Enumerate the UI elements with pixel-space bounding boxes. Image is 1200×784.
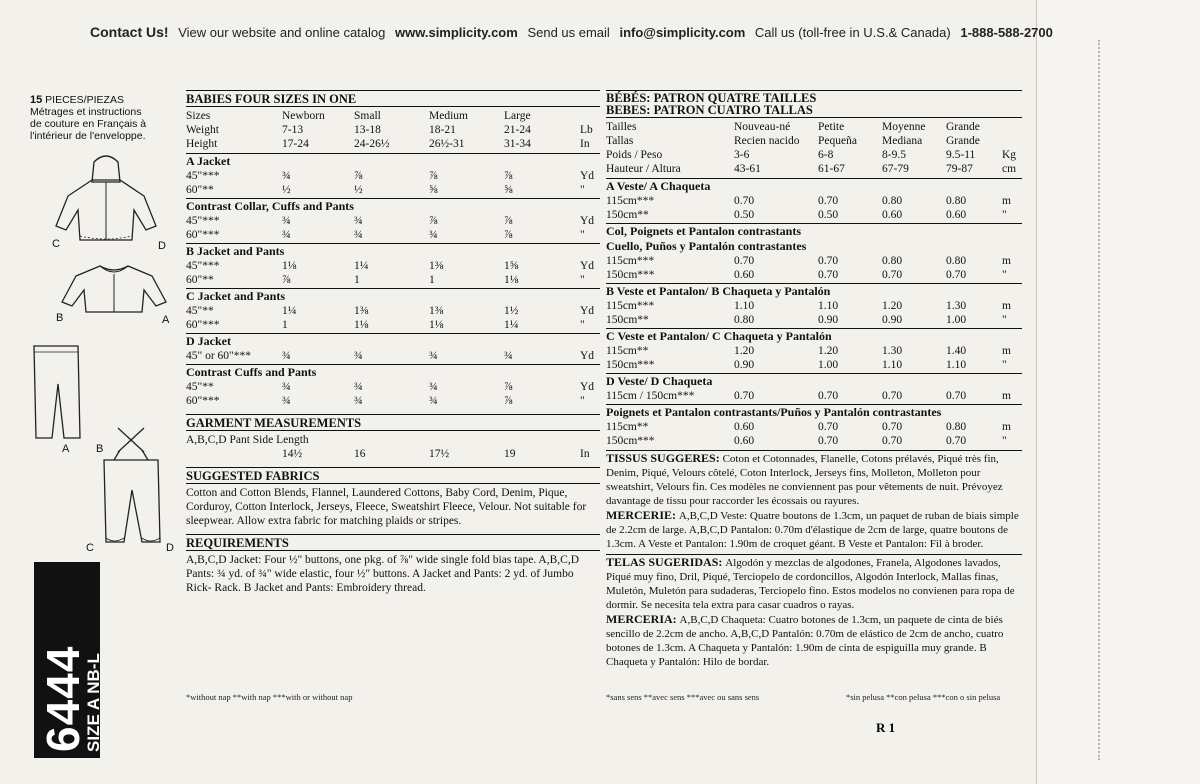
yardage-unit: m: [1002, 300, 1011, 312]
yardage-width-label: 115cm***: [606, 255, 655, 267]
yardage-value: 0.80: [734, 314, 755, 326]
en-garment-title: GARMENT MEASUREMENTS: [186, 414, 600, 431]
yardage-row: [186, 318, 600, 332]
yardage-value: ⅞: [504, 381, 513, 393]
fr-size-col: Nouveau-né: [734, 121, 791, 133]
yardage-row: [186, 394, 600, 408]
en-weight-unit: Lb: [580, 124, 593, 136]
yardage-row: [186, 349, 600, 363]
yardage-section-title: Contrast Collar, Cuffs and Pants: [186, 199, 354, 213]
yardage-section-title: Col, Poignets et Pantalon contrastants: [606, 224, 801, 238]
en-weight-val: 7-13: [282, 124, 304, 136]
en-height-row: [186, 137, 600, 151]
yardage-unit: m: [1002, 345, 1011, 357]
yardage-value: 0.70: [818, 435, 839, 447]
es-telas-title: TELAS SUGERIDAS:: [606, 555, 723, 569]
yardage-section-title-alt: Cuello, Puños y Pantalón contrastantes: [606, 239, 807, 253]
yardage-value: 0.70: [818, 421, 839, 433]
yardage-width-label: 150cm***: [606, 359, 655, 371]
pieces-line-1: Métrages et instructions: [30, 106, 142, 118]
yardage-value: 0.60: [734, 435, 755, 447]
yardage-row: [606, 299, 1022, 313]
yardage-value: ½: [354, 184, 363, 196]
en-height-val: 24-26½: [354, 138, 390, 150]
yardage-width-label: 60"**: [186, 274, 214, 286]
yardage-value: 1⅝: [504, 260, 519, 272]
yardage-row: [606, 194, 1022, 208]
contact-heading: Contact Us!: [90, 24, 169, 40]
en-height-val: 31-34: [504, 138, 531, 150]
yardage-value: ¾: [504, 350, 513, 362]
yardage-section-title: Poignets et Pantalon contrastants/Puños y Pantalón contrastantes: [606, 405, 942, 419]
en-size-col: Newborn: [282, 110, 325, 122]
fr-size-col: Pequeña: [818, 135, 857, 147]
yardage-width-label: 150cm***: [606, 435, 655, 447]
yardage-value: 0.70: [946, 390, 967, 402]
yardage-section-title: B Veste et Pantalon/ B Chaqueta y Pantalón: [606, 284, 831, 298]
yardage-width-label: 45"***: [186, 260, 220, 272]
yardage-section-title: C Jacket and Pants: [186, 289, 286, 303]
en-weight-val: 21-24: [504, 124, 531, 136]
en-height-label: Height: [186, 138, 218, 150]
fr-tissus-text: Coton et Cotonnades, Flanelle, Cotons prélavés, Piqué très fin, Denim, Piqué, Velours côtelé, Coton Interlock, Jerseys fins, Molleton, Molleton pour sweatshirt, Velours fin. Ces modèles ne conviennent pas pour vêtements de nuit. Prévoyez davantage de tissu pour raccorder les écossais ou rayures.: [606, 453, 1003, 507]
yardage-value: 1: [354, 274, 360, 286]
en-garment-label-text: A,B,C,D Pant Side Length: [186, 434, 309, 446]
drawing-label-b2: B: [96, 443, 104, 455]
yardage-value: 0.70: [882, 390, 903, 402]
fr-hauteur-val: 43-61: [734, 163, 761, 175]
en-height-unit: In: [580, 138, 590, 150]
yardage-row: [186, 169, 600, 183]
yardage-unit: ": [1002, 269, 1007, 281]
flap-perforation: [1098, 40, 1100, 760]
yardage-value: ½: [282, 184, 291, 196]
yardage-row: [606, 268, 1022, 282]
yardage-width-label: 150cm**: [606, 209, 649, 221]
yardage-row: [606, 420, 1022, 434]
yardage-row: [606, 208, 1022, 222]
yardage-value: 0.90: [734, 359, 755, 371]
yardage-unit: Yd: [580, 305, 595, 317]
yardage-value: 1.00: [818, 359, 839, 371]
fr-poids-val: 3-6: [734, 149, 750, 161]
yardage-value: 0.70: [946, 269, 967, 281]
yardage-section-title: C Veste et Pantalon/ C Chaqueta y Pantalón: [606, 329, 832, 343]
yardage-row: [186, 228, 600, 242]
pattern-size: SIZE A NB-L: [84, 653, 103, 752]
en-weight-row: [186, 123, 600, 137]
fr-size-col: Mediana: [882, 135, 923, 147]
yardage-row: [186, 380, 600, 394]
yardage-value: ¾: [282, 229, 291, 241]
fr-mercerie-title: MERCERIE:: [606, 508, 677, 522]
yardage-unit: ": [580, 319, 585, 331]
yardage-unit: m: [1002, 421, 1011, 433]
en-garment-val: 16: [354, 448, 366, 460]
yardage-value: 1¼: [504, 319, 519, 331]
fr-tailles-label: Tailles: [606, 121, 637, 133]
en-req-text: A,B,C,D Jacket: Four ½" buttons, one pkg. of ⅞" wide single fold bias tape. A,B,C,D Pants: ¾ yd. of ¾" wide elastic, four ½" buttons. A Jacket and Pants: 2 yd. of Jumbo Rick- Rack. B Jacket and Pants: Embroidery thread.: [186, 554, 580, 594]
yardage-unit: m: [1002, 255, 1011, 267]
fr-tissus-title: TISSUS SUGGERES:: [606, 451, 720, 465]
yardage-row: [186, 214, 600, 228]
yardage-value: 1.10: [882, 359, 903, 371]
en-garment-val: 14½: [282, 448, 303, 460]
drawing-label-a1: A: [162, 314, 170, 326]
es-merceria-title: MERCERIA:: [606, 612, 677, 626]
yardage-value: 0.70: [882, 269, 903, 281]
yardage-unit: Yd: [580, 350, 595, 362]
yardage-value: ⅞: [504, 215, 513, 227]
drawing-label-b1: B: [56, 312, 64, 324]
yardage-value: 1: [429, 274, 435, 286]
yardage-value: 1: [282, 319, 288, 331]
en-fabrics-text: Cotton and Cotton Blends, Flannel, Laundered Cottons, Baby Cord, Denim, Pique, Corduroy, Cotton Interlock, Jerseys, Fleece, Sweatshirt Fleece, Velour. Not suitable for sleepwear. Allow extra fabric for matching plaids or stripes.: [186, 487, 587, 527]
jacket-c-d-drawing: [44, 152, 168, 252]
es-telas: [606, 555, 1022, 612]
fr-hauteur-label: Hauteur / Altura: [606, 163, 681, 175]
phone-number: 1-888-588-2700: [960, 25, 1053, 40]
fr-hauteur-val: 61-67: [818, 163, 845, 175]
yardage-unit: Yd: [580, 170, 595, 182]
en-garment-val: 19: [504, 448, 516, 460]
yardage-row: [606, 344, 1022, 358]
yardage-value: 0.80: [946, 421, 967, 433]
yardage-value: 1.10: [818, 300, 839, 312]
yardage-width-label: 60"***: [186, 229, 220, 241]
yardage-row: [606, 389, 1022, 403]
en-size-col: Large: [504, 110, 531, 122]
yardage-value: 1.10: [946, 359, 967, 371]
yardage-value: 1.20: [734, 345, 755, 357]
yardage-unit: ": [1002, 314, 1007, 326]
es-merceria: [606, 612, 1022, 669]
yardage-unit: ": [580, 395, 585, 407]
yardage-width-label: 150cm***: [606, 269, 655, 281]
yardage-value: ¾: [429, 395, 438, 407]
yardage-value: 1¼: [282, 305, 297, 317]
yardage-value: 0.50: [818, 209, 839, 221]
fr-size-col: Grande: [946, 135, 980, 147]
yardage-row: [606, 358, 1022, 372]
yardage-width-label: 115cm**: [606, 345, 649, 357]
yardage-value: 0.70: [946, 435, 967, 447]
yardage-unit: ": [580, 184, 585, 196]
en-sizes-row: [186, 109, 600, 123]
yardage-value: ⅞: [504, 229, 513, 241]
yardage-value: ⅞: [504, 170, 513, 182]
yardage-value: 1½: [504, 305, 519, 317]
fr-hauteur-val: 79-87: [946, 163, 973, 175]
yardage-row: [606, 313, 1022, 327]
yardage-width-label: 60"**: [186, 184, 214, 196]
yardage-value: 0.70: [734, 255, 755, 267]
yardage-value: ¾: [354, 215, 363, 227]
drawing-label-d2: D: [166, 542, 174, 554]
yardage-value: 1.40: [946, 345, 967, 357]
fr-size-col: Moyenne: [882, 121, 926, 133]
pants-a-drawing: [28, 340, 88, 444]
fr-title-1: BÉBÉS: PATRON QUATRE TAILLES: [606, 91, 817, 105]
fr-poids-val: 6-8: [818, 149, 834, 161]
yardage-value: 1.20: [882, 300, 903, 312]
yardage-value: 1⅜: [429, 305, 444, 317]
yardage-value: ⅞: [429, 170, 438, 182]
fr-tallas-row: [606, 134, 1022, 148]
yardage-unit: ": [580, 229, 585, 241]
yardage-value: ⅞: [504, 395, 513, 407]
fr-poids-val: 9.5-11: [946, 149, 976, 161]
pattern-number-block: [34, 562, 103, 758]
yardage-value: 1¼: [354, 260, 369, 272]
fr-poids-label: Poids / Peso: [606, 149, 663, 161]
yardage-width-label: 45"**: [186, 305, 214, 317]
yardage-unit: ": [1002, 359, 1007, 371]
fr-mercerie-text: A,B,C,D Veste: Quatre boutons de 1.3cm, un paquet de ruban de biais simple de 2.2cm de large. A,B,C,D Pantalon: 0.70m d'élastique de 2cm de large, quatre boutons de 1.3cm. A Veste et Pantalon: 1.90m de croquet géant. B Veste et Pantalon: Fil à broder.: [606, 510, 1019, 550]
yardage-value: 1.20: [818, 345, 839, 357]
yardage-value: ¾: [429, 350, 438, 362]
yardage-value: 0.70: [818, 390, 839, 402]
fr-hauteur-val: 67-79: [882, 163, 909, 175]
yardage-value: ¾: [282, 350, 291, 362]
yardage-row: [186, 259, 600, 273]
yardage-section-title: D Veste/ D Chaqueta: [606, 374, 713, 388]
en-weight-val: 18-21: [429, 124, 456, 136]
yardage-value: ¾: [429, 229, 438, 241]
en-footnote: *without nap **with nap ***with or without nap: [186, 692, 353, 702]
yardage-width-label: 150cm**: [606, 314, 649, 326]
fr-size-col: Grande: [946, 121, 980, 133]
yardage-unit: m: [1002, 390, 1011, 402]
yardage-width-label: 45"**: [186, 381, 214, 393]
yardage-value: ⅝: [504, 184, 513, 196]
drawing-label-c1: C: [52, 238, 60, 250]
yardage-value: 1⅛: [429, 319, 444, 331]
es-telas-text: Algodón y mezclas de algodones, Franela, Algodones lavados, Piqué muy fino, Dril, Piqué, Terciopelo de cordoncillos, Algodón Interlock, Mallas finas, Muletón, Muletón para sudaderas, Terciopelo fino. Estos modelos no convienen para ropa de dormir. Se necesita tela extra para casar cuadros o rayas.: [606, 557, 1015, 611]
drawing-label-d1: D: [158, 240, 166, 252]
yardage-value: 1⅜: [354, 305, 369, 317]
email-link[interactable]: info@simplicity.com: [619, 25, 746, 40]
yardage-value: ⅝: [429, 184, 438, 196]
yardage-value: ¾: [354, 381, 363, 393]
yardage-value: 1⅜: [429, 260, 444, 272]
contact-bar: [90, 24, 1053, 40]
yardage-value: ¾: [354, 229, 363, 241]
yardage-width-label: 115cm***: [606, 300, 655, 312]
pieces-line-3: l'intérieur de l'enveloppe.: [30, 130, 146, 142]
yardage-width-label: 45" or 60"***: [186, 350, 251, 362]
en-size-col: Small: [354, 110, 381, 122]
fr-poids-row: [606, 148, 1022, 162]
en-yardage-sections: [186, 154, 600, 408]
yardage-value: ¾: [354, 350, 363, 362]
english-column: [186, 90, 600, 595]
en-title: BABIES FOUR SIZES IN ONE: [186, 90, 600, 107]
yardage-value: 0.60: [734, 269, 755, 281]
pieces-label: PIECES/PIEZAS: [45, 94, 124, 106]
yardage-value: 1.10: [734, 300, 755, 312]
fr-metrage-sections: [606, 179, 1022, 448]
overalls-c-d-drawing: [96, 450, 166, 550]
drawing-label-a2: A: [62, 443, 70, 455]
yardage-unit: Yd: [580, 215, 595, 227]
yardage-value: 0.60: [946, 209, 967, 221]
en-req-title: REQUIREMENTS: [186, 534, 600, 551]
yardage-unit: Yd: [580, 260, 595, 272]
fr-size-col: Recien nacido: [734, 135, 800, 147]
yardage-value: 0.70: [734, 195, 755, 207]
fr-poids-val: 8-9.5: [882, 149, 906, 161]
yardage-row: [186, 183, 600, 197]
call-text: Call us (toll-free in U.S.& Canada): [754, 25, 951, 40]
jacket-b-a-drawing: [52, 260, 176, 320]
yardage-value: 0.80: [882, 255, 903, 267]
yardage-unit: ": [580, 274, 585, 286]
en-fabrics-title: SUGGESTED FABRICS: [186, 467, 600, 484]
yardage-row: [186, 273, 600, 287]
yardage-value: 0.80: [946, 195, 967, 207]
drawing-label-c2: C: [86, 542, 94, 554]
yardage-value: 1.30: [946, 300, 967, 312]
yardage-value: 0.60: [882, 209, 903, 221]
yardage-value: ¾: [354, 395, 363, 407]
yardage-value: 1⅛: [282, 260, 297, 272]
yardage-unit: m: [1002, 195, 1011, 207]
yardage-value: 0.50: [734, 209, 755, 221]
yardage-section-title: B Jacket and Pants: [186, 244, 285, 258]
en-sizes-label: Sizes: [186, 110, 211, 122]
yardage-value: ⅞: [354, 170, 363, 182]
envelope-flap: [1036, 0, 1200, 784]
yardage-value: ⅞: [429, 215, 438, 227]
yardage-unit: ": [1002, 435, 1007, 447]
view-text: View our website and online catalog: [178, 25, 386, 40]
es-merceria-text: A,B,C,D Chaqueta: Cuatro botones de 1.3cm, un paquete de cinta de biés sencillo de 2.2cm de ancho. A,B,C,D Pantalón: 0.70m de elástico de 2cm de ancho, cuatro botones de 1.3cm. A Chaqueta y Pantalón: 1.90m de cinta de espiguilla muy grande. B Chaqueta y Pantalón: Hilo de bordar.: [606, 614, 1004, 668]
yardage-section-title: Contrast Cuffs and Pants: [186, 365, 317, 379]
yardage-width-label: 45"***: [186, 215, 220, 227]
yardage-value: 1⅛: [504, 274, 519, 286]
en-size-col: Medium: [429, 110, 468, 122]
fr-title-2: BEBES: PATRON CUATRO TALLAS: [606, 103, 813, 117]
fr-tailles-row: [606, 120, 1022, 134]
pieces-count: 15: [30, 94, 43, 106]
yardage-value: 0.90: [818, 314, 839, 326]
yardage-value: 1⅛: [354, 319, 369, 331]
en-weight-label: Weight: [186, 124, 219, 136]
fr-hauteur-unit: cm: [1002, 163, 1017, 175]
fr-poids-unit: Kg: [1002, 149, 1017, 161]
yardage-value: 1.00: [946, 314, 967, 326]
pattern-number: 6444: [37, 645, 89, 752]
en-garment-unit: In: [580, 448, 590, 460]
pieces-info: [30, 94, 180, 142]
yardage-value: ¾: [429, 381, 438, 393]
yardage-value: 0.70: [882, 421, 903, 433]
yardage-row: [606, 434, 1022, 448]
yardage-value: 0.80: [946, 255, 967, 267]
yardage-value: 0.70: [734, 390, 755, 402]
website-link[interactable]: www.simplicity.com: [395, 25, 518, 40]
en-height-val: 17-24: [282, 138, 309, 150]
yardage-value: ¾: [282, 395, 291, 407]
es-footnote: *sin pelusa **con pelusa ***con o sin pelusa: [846, 692, 1001, 702]
yardage-value: 0.70: [818, 255, 839, 267]
yardage-section-title: D Jacket: [186, 334, 231, 348]
yardage-unit: ": [1002, 209, 1007, 221]
yardage-width-label: 115cm***: [606, 195, 655, 207]
fr-size-col: Petite: [818, 121, 845, 133]
fr-tissus: [606, 451, 1022, 508]
yardage-value: 0.70: [818, 195, 839, 207]
fr-footnote: *sans sens **avec sens ***avec ou sans sens: [606, 692, 760, 702]
yardage-value: 0.90: [882, 314, 903, 326]
en-weight-val: 13-18: [354, 124, 381, 136]
en-height-val: 26½-31: [429, 138, 465, 150]
yardage-unit: Yd: [580, 381, 595, 393]
en-garment-label: [186, 433, 600, 447]
yardage-width-label: 45"***: [186, 170, 220, 182]
yardage-section-title: A Jacket: [186, 154, 231, 168]
fr-tallas-label: Tallas: [606, 135, 634, 147]
yardage-width-label: 115cm / 150cm***: [606, 390, 695, 402]
email-text: Send us email: [527, 25, 610, 40]
yardage-row: [606, 254, 1022, 268]
yardage-value: 0.70: [882, 435, 903, 447]
yardage-width-label: 115cm**: [606, 421, 649, 433]
yardage-value: 0.70: [818, 269, 839, 281]
yardage-width-label: 60"***: [186, 319, 220, 331]
yardage-width-label: 60"***: [186, 395, 220, 407]
yardage-value: ¾: [282, 381, 291, 393]
en-garment-val: 17½: [429, 448, 450, 460]
yardage-value: 0.80: [882, 195, 903, 207]
yardage-value: ¾: [282, 215, 291, 227]
fr-hauteur-row: [606, 162, 1022, 176]
en-garment-row: [186, 447, 600, 461]
yardage-section-title: A Veste/ A Chaqueta: [606, 179, 711, 193]
fr-mercerie: [606, 508, 1022, 551]
yardage-value: ¾: [282, 170, 291, 182]
french-spanish-column: [606, 90, 1022, 669]
yardage-value: 0.60: [734, 421, 755, 433]
pieces-line-2: de couture en Français à: [30, 118, 147, 130]
yardage-value: 1.30: [882, 345, 903, 357]
page-code: R 1: [876, 720, 896, 735]
yardage-row: [186, 304, 600, 318]
yardage-value: ⅞: [282, 274, 291, 286]
